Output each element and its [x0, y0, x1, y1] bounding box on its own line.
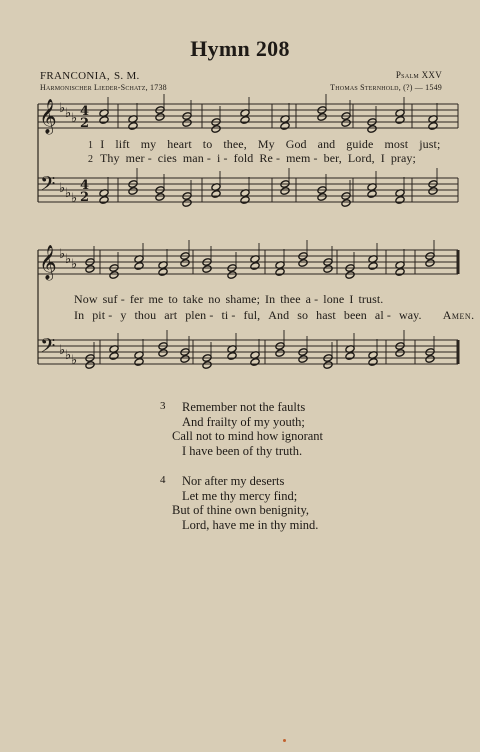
- note-head: [250, 262, 260, 271]
- stanza-line: Nor after my deserts: [182, 474, 285, 488]
- text-author: Thomas Sternhold, (?) — 1549: [330, 83, 442, 92]
- note-head: [428, 187, 438, 196]
- note-head: [211, 125, 221, 134]
- lyric-syllable: way.: [398, 308, 422, 322]
- note-head: [368, 358, 378, 367]
- note-head: [182, 199, 192, 208]
- tune-source: Harmonischer Lieder-Schatz, 1738: [40, 83, 167, 92]
- note-head: [395, 116, 405, 125]
- flat-sign: ♭: [71, 191, 78, 206]
- lyric-syllable: to: [168, 292, 178, 306]
- lyric-syllable: fer: [129, 292, 144, 306]
- note-head: [158, 349, 168, 358]
- lyric-syllable: pit -: [92, 308, 113, 322]
- note-head: [180, 259, 190, 268]
- note-head: [240, 116, 250, 125]
- note-head: [395, 349, 405, 358]
- lyric-syllable: cies: [157, 151, 177, 165]
- note-head: [323, 265, 333, 274]
- verse-2-line-1: [88, 151, 422, 166]
- note-head: [395, 268, 405, 277]
- lyric-syllable: I: [349, 292, 354, 306]
- lyric-syllable: plen -: [185, 308, 214, 322]
- amen-label: Amen.: [442, 308, 475, 322]
- verse-2-line-2: [74, 308, 475, 323]
- lyric-syllable: guide: [346, 137, 374, 151]
- verse-1-syllables: [100, 137, 451, 151]
- note-head: [128, 122, 138, 131]
- lyric-syllable: i -: [217, 151, 228, 165]
- note-head: [155, 113, 165, 122]
- lyric-syllable: to: [202, 137, 213, 151]
- note-head: [240, 196, 250, 205]
- stanza-line: I have been of thy truth.: [182, 444, 303, 458]
- lyric-syllable: suf -: [102, 292, 125, 306]
- note-head: [109, 271, 119, 280]
- note-head: [134, 358, 144, 367]
- lyric-syllable: man -: [182, 151, 212, 165]
- note-head: [425, 259, 435, 268]
- lyric-syllable: In: [74, 308, 85, 322]
- lyric-syllable: Thy: [100, 151, 120, 165]
- flat-sign: ♭: [59, 247, 66, 262]
- lyric-syllable: mer -: [125, 151, 152, 165]
- note-head: [227, 352, 237, 361]
- tune-name-text: FRANCONIA,: [40, 70, 110, 82]
- lyric-syllable: God: [285, 137, 307, 151]
- lyric-syllable: a -: [305, 292, 319, 306]
- note-head: [202, 361, 212, 370]
- note-head: [250, 358, 260, 367]
- lyric-syllable: Re -: [259, 151, 281, 165]
- note-head: [85, 361, 95, 370]
- lyric-syllable: lift: [115, 137, 130, 151]
- flat-sign: ♭: [71, 353, 78, 368]
- lyric-syllable: shame;: [225, 292, 261, 306]
- note-head: [341, 119, 351, 128]
- stanza-line: Lord, have me in thy mind.: [182, 518, 319, 532]
- flat-sign: ♭: [65, 106, 72, 121]
- note-head: [367, 125, 377, 134]
- note-head: [134, 262, 144, 271]
- scripture-reference: Psalm XXV: [395, 70, 442, 80]
- lyric-syllable: My: [257, 137, 275, 151]
- lyric-syllable: thou: [134, 308, 157, 322]
- treble-clef: 𝄞: [39, 99, 57, 134]
- time-signature: 4: [80, 178, 90, 193]
- note-head: [155, 193, 165, 202]
- hymn-title: Hymn 208: [190, 36, 290, 61]
- lyric-syllable: so: [297, 308, 309, 322]
- note-head: [211, 190, 221, 199]
- lyric-syllable: Lord,: [347, 151, 375, 165]
- page-dot: [283, 739, 286, 742]
- lyric-syllable: I: [100, 137, 105, 151]
- lyric-syllable: Now: [74, 292, 98, 306]
- flat-sign: ♭: [59, 181, 66, 196]
- verse-number: 2: [88, 154, 94, 165]
- note-head: [345, 271, 355, 280]
- note-head: [275, 268, 285, 277]
- bass-clef: 𝄢: [40, 334, 56, 362]
- lyric-syllable: and: [317, 137, 336, 151]
- lyric-syllable: ti -: [221, 308, 236, 322]
- verse-number: 1: [88, 140, 94, 151]
- lyric-syllable: mem -: [286, 151, 318, 165]
- lyric-syllable: And: [268, 308, 290, 322]
- verse-1-syllables: [74, 292, 388, 306]
- lyric-syllable: take: [182, 292, 204, 306]
- lyric-syllable: trust.: [358, 292, 384, 306]
- lyric-syllable: thee,: [223, 137, 247, 151]
- note-head: [345, 352, 355, 361]
- verse-1-line-1: [88, 137, 451, 152]
- flat-sign: ♭: [65, 252, 72, 267]
- note-head: [275, 349, 285, 358]
- note-head: [85, 265, 95, 274]
- lyric-syllable: my: [140, 137, 157, 151]
- note-head: [280, 122, 290, 131]
- stanza-number: 3: [160, 400, 166, 412]
- note-head: [227, 271, 237, 280]
- stanza-number: 4: [160, 474, 166, 486]
- flat-sign: ♭: [65, 186, 72, 201]
- verse-2-syllables: [74, 308, 430, 322]
- note-head: [202, 265, 212, 274]
- lyric-syllable: ful,: [243, 308, 261, 322]
- bass-clef: 𝄢: [40, 172, 56, 200]
- lyric-syllable: pray;: [390, 151, 416, 165]
- note-head: [323, 361, 333, 370]
- note-head: [298, 355, 308, 364]
- stanza-line: And frailty of my youth;: [182, 415, 305, 429]
- lyric-syllable: me: [148, 292, 164, 306]
- note-head: [395, 196, 405, 205]
- flat-sign: ♭: [59, 101, 66, 116]
- stanza-line: Remember not the faults: [182, 400, 306, 414]
- lyric-syllable: art: [164, 308, 178, 322]
- lyric-syllable: fold: [233, 151, 254, 165]
- verse-1-line-2: [74, 292, 388, 307]
- note-head: [317, 193, 327, 202]
- lyric-syllable: lone: [323, 292, 345, 306]
- note-head: [367, 190, 377, 199]
- lyric-syllable: no: [208, 292, 221, 306]
- flat-sign: ♭: [71, 111, 78, 126]
- time-signature: 2: [80, 190, 90, 205]
- verse-2-syllables: [100, 151, 422, 165]
- flat-sign: ♭: [65, 348, 72, 363]
- flat-sign: ♭: [59, 343, 66, 358]
- lyric-syllable: ber,: [323, 151, 342, 165]
- lyric-syllable: hast: [316, 308, 336, 322]
- stanza-line: But of thine own benignity,: [172, 503, 310, 517]
- lyric-syllable: y: [120, 308, 127, 322]
- note-head: [298, 259, 308, 268]
- note-head: [180, 355, 190, 364]
- note-head: [428, 122, 438, 131]
- note-head: [158, 268, 168, 277]
- treble-clef: 𝄞: [39, 245, 57, 280]
- flat-sign: ♭: [71, 257, 78, 272]
- stanza-line: Let me thy mercy find;: [182, 489, 298, 503]
- lyric-syllable: thee: [280, 292, 301, 306]
- note-head: [182, 119, 192, 128]
- note-head: [317, 113, 327, 122]
- note-head: [128, 187, 138, 196]
- stanza-line: Call not to mind how ignorant: [172, 429, 324, 443]
- note-head: [99, 116, 109, 125]
- note-head: [425, 355, 435, 364]
- note-head: [109, 352, 119, 361]
- tune-meter: S. M.: [113, 70, 140, 82]
- lyric-syllable: just;: [419, 137, 441, 151]
- lyric-syllable: I: [380, 151, 385, 165]
- time-signature: 4: [80, 104, 90, 119]
- lyric-syllable: most: [384, 137, 409, 151]
- note-head: [341, 199, 351, 208]
- tune-name: [40, 70, 140, 82]
- note-head: [99, 196, 109, 205]
- note-head: [280, 187, 290, 196]
- note-head: [368, 262, 378, 271]
- lyric-syllable: been: [343, 308, 367, 322]
- time-signature: 2: [80, 116, 90, 131]
- lyric-syllable: al -: [374, 308, 391, 322]
- lyric-syllable: In: [265, 292, 276, 306]
- lyric-syllable: heart: [167, 137, 192, 151]
